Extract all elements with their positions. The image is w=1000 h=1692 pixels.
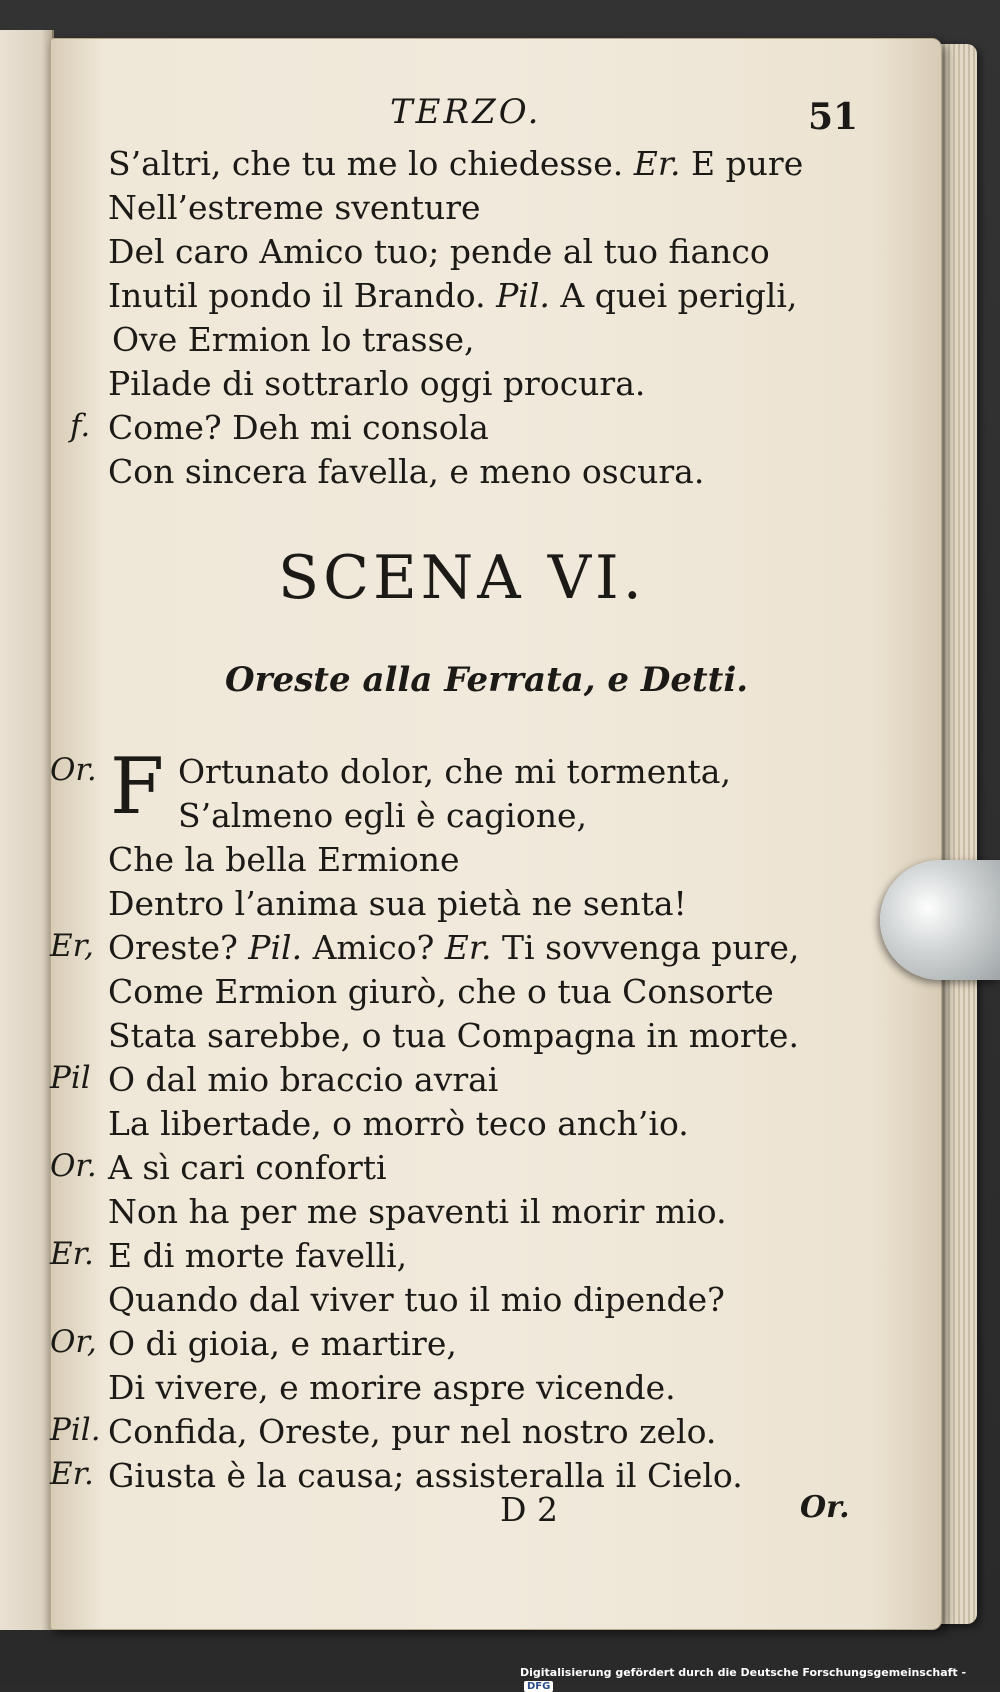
drop-cap: F [110, 742, 165, 832]
scene-title: SCENA VI. [278, 543, 646, 613]
speaker-label: Er. [434, 928, 503, 967]
speaker-label: f. [70, 408, 91, 444]
verse-line [108, 882, 687, 926]
verse-text: Inutil pondo il Brando. [108, 276, 486, 315]
digitization-credit [520, 1666, 990, 1692]
page-number: 51 [808, 96, 859, 138]
verse-line [108, 362, 645, 406]
verse-text: Pilade di sottrarlo oggi procura. [108, 364, 646, 403]
speaker-label: Er. [50, 1236, 94, 1272]
verse-text: Di vivere, e morire aspre vicende. [108, 1368, 676, 1407]
speaker-label: Pil [50, 1060, 91, 1096]
speaker-label: Er, [50, 928, 94, 964]
verse-line [108, 1234, 407, 1278]
verse-text: Non ha per me spaventi il morir mio. [108, 1192, 727, 1231]
speaker-label: Er. [623, 144, 691, 183]
verse-line [108, 230, 770, 274]
verse-text: Come Ermion giurò, che o tua Consorte [108, 972, 774, 1011]
verse-text: Amico? [312, 928, 435, 967]
speaker-label: Pil. [485, 276, 561, 315]
verse-text: Ortunato dolor, che mi tormenta, [178, 752, 731, 791]
verse-text: E di morte favelli, [108, 1236, 408, 1275]
verse-text: O di gioia, e martire, [108, 1324, 457, 1363]
speaker-label: Or, [50, 1324, 97, 1360]
verse-text: Ti sovvenga pure, [502, 928, 800, 967]
verse-line [108, 1014, 799, 1058]
verse-text: Dentro l’anima sua pietà ne senta! [108, 884, 687, 923]
catchword: Or. [800, 1490, 850, 1525]
verse-line [178, 794, 587, 838]
verse-line [108, 926, 799, 970]
verse-text: Come? Deh mi consola [108, 408, 489, 447]
speaker-label: Pil. [237, 928, 313, 967]
verse-text: E pure [690, 144, 804, 183]
verse-text: A sì cari conforti [108, 1148, 387, 1187]
credit-text: Digitalisierung gefördert durch die Deutsche Forschungsgemeinschaft - [520, 1666, 967, 1679]
verse-line [108, 274, 797, 318]
verse-text: Del caro Amico tuo; pende al tuo fianco [108, 232, 770, 271]
verse-text: Con sincera favella, e meno oscura. [108, 452, 705, 491]
signature-mark: D 2 [500, 1490, 558, 1529]
verse-line [108, 1410, 716, 1454]
verse-text: Giusta è la causa; assisteralla il Cielo. [108, 1456, 743, 1495]
verse-line [108, 1102, 689, 1146]
verse-line [112, 318, 475, 362]
stage-direction: Oreste alla Ferrata, e Detti. [225, 660, 749, 700]
verse-text: Che la bella Ermione [108, 840, 460, 879]
verse-line [178, 750, 731, 794]
verse-line [108, 1190, 727, 1234]
verse-line [108, 186, 481, 230]
running-head: TERZO. [390, 92, 542, 132]
verse-line [108, 1322, 457, 1366]
dfg-logo: DFG [524, 1681, 553, 1692]
verse-line [108, 1058, 498, 1102]
verse-line [108, 838, 460, 882]
verse-line [108, 406, 489, 450]
verse-text: La libertade, o morrò teco anch’io. [108, 1104, 689, 1143]
verse-line [108, 1146, 387, 1190]
verse-line [108, 450, 704, 494]
verse-line [108, 1278, 725, 1322]
speaker-label: Pil. [50, 1412, 101, 1448]
verse-line [108, 1366, 676, 1410]
verse-text: Quando dal viver tuo il mio dipende? [108, 1280, 725, 1319]
verse-text: Nell’estreme sventure [108, 188, 481, 227]
verse-text: S’almeno egli è cagione, [178, 796, 588, 835]
verse-text: Stata sarebbe, o tua Compagna in morte. [108, 1016, 799, 1055]
verse-text: S’altri, che tu me lo chiedesse. [108, 144, 624, 183]
verse-text: A quei perigli, [560, 276, 798, 315]
speaker-label: Or. [50, 752, 97, 788]
verse-text: O dal mio braccio avrai [108, 1060, 499, 1099]
speaker-label: Or. [50, 1148, 97, 1184]
verse-text: Ove Ermion lo trasse, [112, 320, 475, 359]
verse-line [108, 970, 774, 1014]
speaker-label: Er. [50, 1456, 94, 1492]
glass-page-weight [880, 860, 1000, 980]
verse-line [108, 142, 803, 186]
previous-page-edge [0, 30, 54, 1630]
verse-text: Confida, Oreste, pur nel nostro zelo. [108, 1412, 717, 1451]
verse-line [108, 1454, 743, 1498]
verse-text: Oreste? [108, 928, 238, 967]
